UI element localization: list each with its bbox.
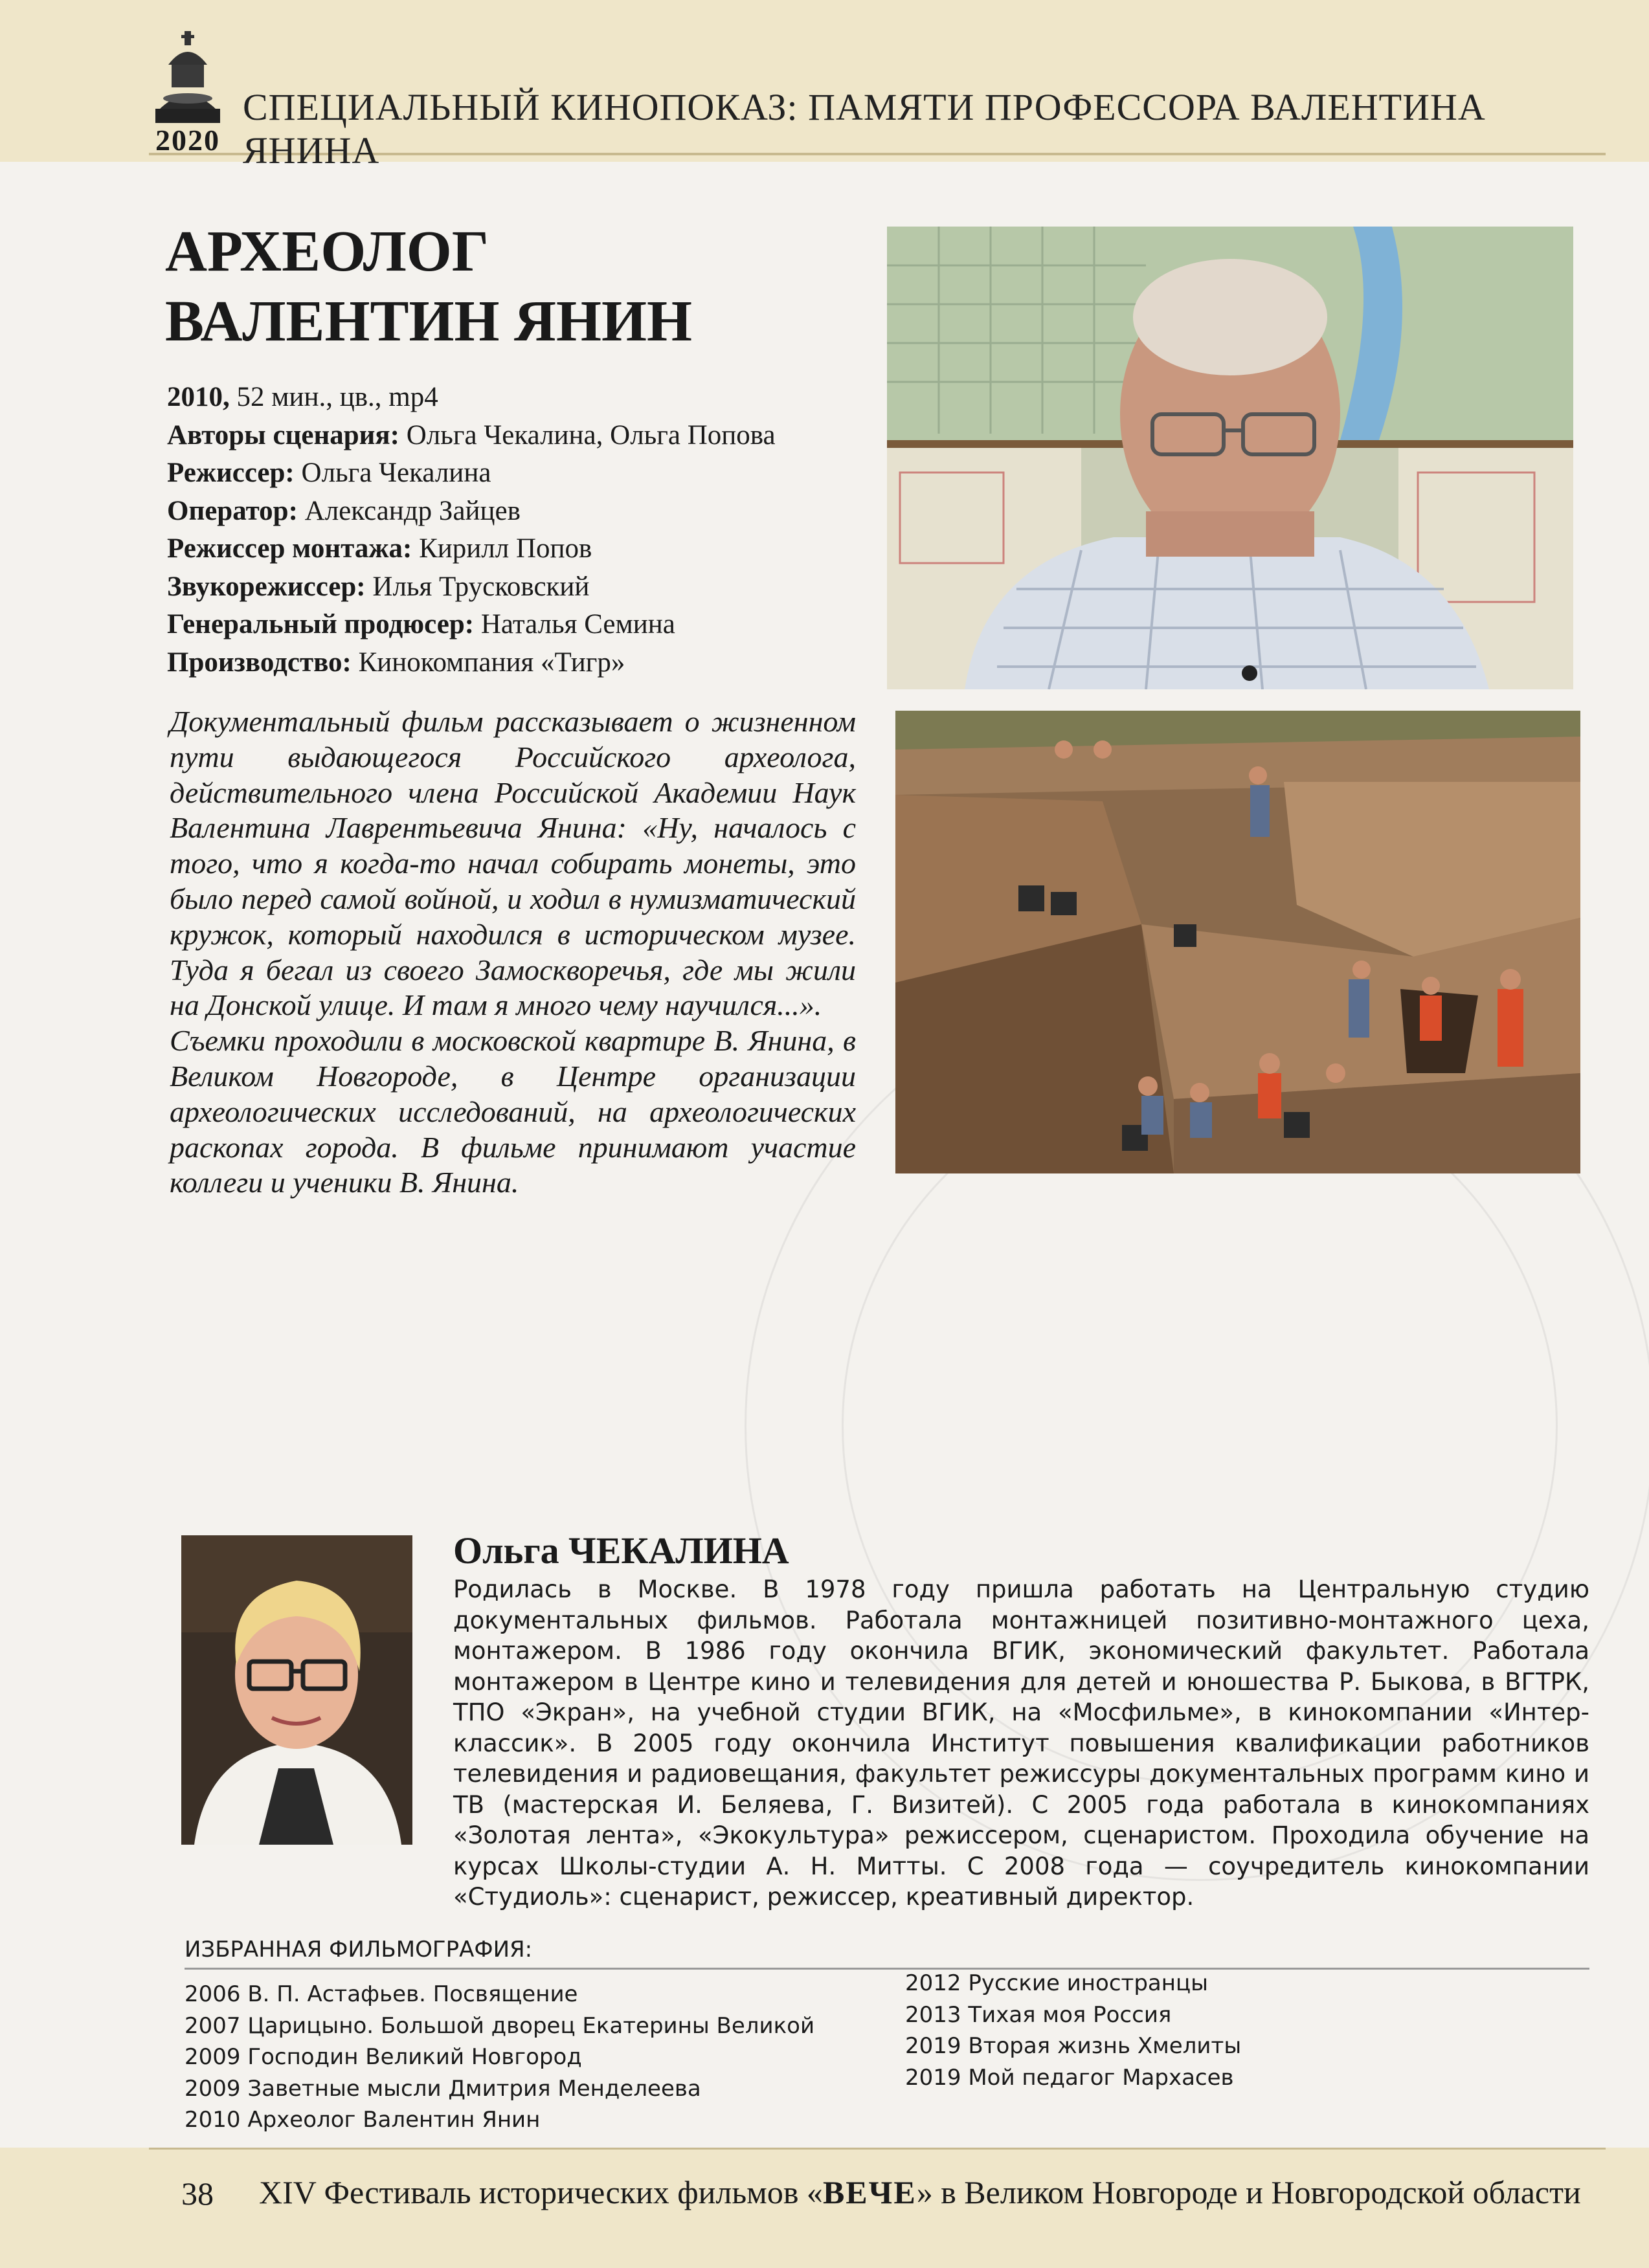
credit-value: Наталья Семина <box>474 609 675 639</box>
filmography-item: 2019 Мой педагог Мархасев <box>905 2064 1234 2091</box>
film-year: 2010, <box>167 382 230 412</box>
filmography-item: 2012 Русские иностранцы <box>905 1970 1208 1996</box>
credit-value: Ольга Чекалина <box>294 458 491 488</box>
bio-last-name: ЧЕКАЛИНА <box>568 1529 789 1572</box>
film-description <box>170 704 856 1201</box>
film-title <box>165 217 813 357</box>
filmography-heading: ИЗБРАННАЯ ФИЛЬМОГРАФИЯ: <box>185 1937 533 1962</box>
credit-label: Звукорежиссер: <box>167 571 366 602</box>
page-number: 38 <box>181 2175 214 2212</box>
footer-divider <box>149 2148 1606 2150</box>
credit-row <box>167 568 879 606</box>
filmography-item: 2013 Тихая моя Россия <box>905 2001 1172 2028</box>
film-credits <box>167 379 879 682</box>
credit-value: Кинокомпания «Тигр» <box>351 647 625 678</box>
bio-name <box>453 1529 971 1572</box>
footer-text-end: » в Великом Новгороде и Новгородской области <box>916 2174 1581 2210</box>
filmography-list-right <box>905 1968 1553 2093</box>
footer-text-start: XIV Фестиваль исторических фильмов « <box>259 2174 823 2210</box>
festival-name: ВЕЧЕ <box>822 2174 917 2210</box>
excavation-photo <box>895 711 1580 1173</box>
description-paragraph: Съемки проходили в московской квартире В. Янина, в Великом Новгороде, в Центре организации археологических исследований, на археологических раскопах города. В фильме принимают участие коллеги и ученики В. Янина. <box>170 1024 856 1199</box>
credit-row <box>167 606 879 644</box>
credit-row <box>167 530 879 568</box>
film-title-line-1: АРХЕОЛОГ <box>165 219 489 284</box>
credit-label: Авторы сценария: <box>167 419 399 450</box>
credit-value: Кирилл Попов <box>412 533 592 564</box>
filmography-item: 2006 В. П. Астафьев. Посвящение <box>185 1981 578 2007</box>
credit-label: Оператор: <box>167 495 298 526</box>
filmography-list-left <box>185 1979 864 2136</box>
filmography-item: 2009 Господин Великий Новгород <box>185 2044 582 2070</box>
credit-row <box>167 493 879 531</box>
credit-row <box>167 644 879 682</box>
filmography-item: 2019 Вторая жизнь Хмелиты <box>905 2033 1242 2059</box>
credit-label: Режиссер: <box>167 458 295 488</box>
credit-value: Александр Зайцев <box>297 495 521 526</box>
film-title-line-2: ВАЛЕНТИН ЯНИН <box>165 289 692 353</box>
filmography-item: 2010 Археолог Валентин Янин <box>185 2107 541 2133</box>
film-format: 52 мин., цв., mp4 <box>229 382 438 412</box>
credit-value: Ольга Чекалина, Ольга Попова <box>399 419 776 450</box>
bio-first-name: Ольга <box>453 1529 559 1572</box>
section-title: СПЕЦИАЛЬНЫЙ КИНОПОКАЗ: ПАМЯТИ ПРОФЕССОРА ВАЛЕНТИНА ЯНИНА <box>243 86 1486 172</box>
credit-row <box>167 454 879 493</box>
credit-value: Илья Трусковский <box>365 571 590 602</box>
description-paragraph: Документальный фильм рассказывает о жизненном пути выдающегося Российского археолога, действительного члена Российской Академии Наук Валентина Лаврентьевича Янина: «Ну, началось с того, что я когда-то начал собирать монеты, это было перед самой войной, и ходил в нумизматический кружок, который находился в историческом музее. Туда я бегал из своего Замоскворечья, где мы жили на Донской улице. И там я много чему научился...». <box>170 705 856 1022</box>
filmography-item: 2009 Заветные мысли Дмитрия Менделеева <box>185 2075 701 2102</box>
footer-festival-text <box>259 2174 1619 2211</box>
monument-logo-icon <box>149 26 227 129</box>
portrait-olga-chekalina-photo <box>181 1535 412 1845</box>
portrait-photo <box>887 227 1573 689</box>
credit-label: Режиссер монтажа: <box>167 533 412 564</box>
film-specs <box>167 379 879 417</box>
year-label: 2020 <box>155 124 220 157</box>
filmography-item: 2007 Царицыно. Большой дворец Екатерины Великой <box>185 2012 815 2039</box>
credit-label: Производство: <box>167 647 352 678</box>
credit-label: Генеральный продюсер: <box>167 609 475 639</box>
credit-row <box>167 417 879 455</box>
bio-text: Родилась в Москве. В 1978 году пришла работать на Центральную студию документальных фильмов. Работала монтажницей позитивно-монтажного цеха, монтажером. В 1986 году окончила ВГИК, экономический факультет. Работала монтажером в Центре кино и телевидения для детей и юношества Р. Быкова, в ВГТРК, ТПО «Экран», на учебной студии ВГИК, на «Мосфильме», в кинокомпании «Интер-классик». В 2005 году окончила Институт повышения квалификации работников телевидения и радиовещания, факультет режиссуры документальных программ кино и ТВ (мастерская И. Беляева, Г. Визитей). С 2005 года работала в кинокомпаниях «Золотая лента», «Экокультура» режиссером, сценаристом. Проходила обучение на курсах Школы-студии А. Н. Митты. С 2008 года — соучредитель кинокомпании «Студиоль»: сценарист, режиссер, креативный директор. <box>453 1575 1589 1911</box>
